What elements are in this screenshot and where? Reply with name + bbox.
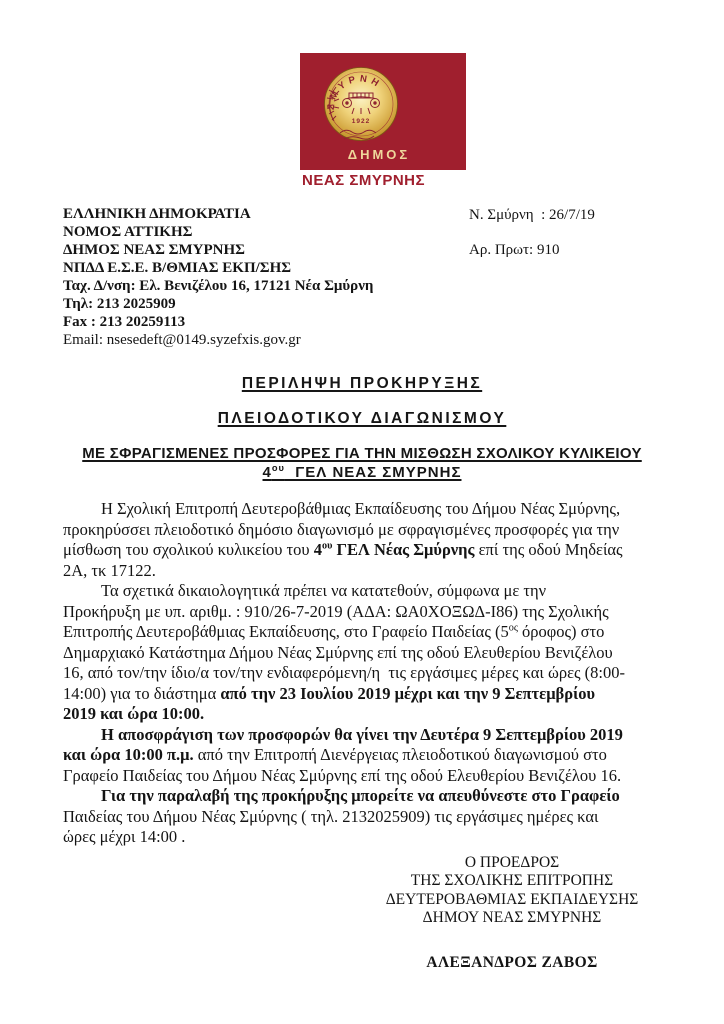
emblem-arc-text: ΣΜΥΡΝΗ [325, 73, 384, 111]
text-segment: ος [508, 622, 518, 634]
demos-label: ΔΗΜΟΣ [347, 147, 411, 162]
text-segment: Η αποσφράγιση των προσφορών θα γίνει την Δευτέρα 9 Σεπτεμβρίου 2019 [101, 724, 623, 744]
text-segment: ΓΕΛ Νέας Σμύρνης [332, 540, 475, 559]
text-segment: Για την παραλαβή της προκήρυξης μπορείτε να απευθύνεστε στο Γραφείο [101, 786, 620, 805]
emblem-year: 1922 [351, 118, 371, 125]
text-segment: ΓΕΛ ΝΕΑΣ ΣΜΥΡΝΗΣ [284, 464, 462, 481]
text-segment: και ώρα 10:00 π.μ. [63, 745, 194, 764]
signature-title-line: Ο ΠΡΟΕΔΡΟΣ [464, 853, 560, 871]
signatory-name: ΑΛΕΞΑΝΔΡΟΣ ΖΑΒΟΣ [426, 953, 598, 971]
municipality-name: ΝΕΑΣ ΣΜΥΡΝΗΣ [301, 172, 425, 189]
text-segment: επί της οδού Μηδείας [474, 540, 623, 559]
body-paragraph-3 [63, 725, 666, 787]
municipality-logo [300, 53, 466, 170]
text-segment: προκηρύσσει πλειοδοτικό δημόσιο διαγωνισμό με σφραγισμένες προσφορές για την [63, 519, 620, 539]
text-segment: Γραφείο Παιδείας του Δήμου Νέας Σμύρνης επί της οδού Ελευθερίου Βενιζέλου 16. [63, 765, 622, 785]
sender-details [63, 205, 469, 349]
text-segment: από την 23 Ιουλίου 2019 μέχρι και την 9 Σεπτεμβρίου [220, 683, 596, 703]
sender-detail-line: ΝΠΔΔ Ε.Σ.Ε. Β/ΘΜΙΑΣ ΕΚΠ/ΣΗΣ [63, 260, 292, 276]
text-segment: 4 [262, 464, 272, 481]
text-segment: Επιτροπής Δευτεροβάθμιας Εκπαίδευσης, στο Γραφείο Παιδείας (5 [63, 622, 509, 641]
letterhead-right [469, 205, 664, 349]
notice-title-line-2 [0, 410, 724, 428]
text-segment: Η Σχολική Επιτροπή Δευτεροβάθμιας Εκπαίδευσης του Δήμου Νέας Σμύρνης, [101, 499, 621, 518]
body-paragraph-2 [63, 581, 666, 725]
signature-title-line: ΔΗΜΟΥ ΝΕΑΣ ΣΜΥΡΝΗΣ [422, 909, 602, 926]
signature-block [347, 854, 677, 973]
text-segment: μίσθωση του σχολικού κυλικείου του [63, 540, 314, 559]
place-date-line: Ν. Σμύρνη : 26/7/19 [469, 207, 595, 223]
sender-detail-line: Fax : 213 20259113 [63, 314, 186, 330]
text-segment: ου [321, 540, 333, 552]
text-segment: ώρες μέχρι 14:00 . [63, 827, 186, 846]
sender-detail-line: Ταχ. Δ/νση: Ελ. Βενιζέλου 16, 17121 Νέα Σμύρνη [63, 278, 374, 294]
text-segment: 2019 και ώρα 10:00. [63, 704, 205, 723]
text-segment: ΠΕΡΙΛΗΨΗ ΠΡΟΚΗΡΥΞΗΣ [241, 375, 483, 392]
text-segment: ου [271, 463, 285, 473]
protocol-number-line: Αρ. Πρωτ: 910 [469, 242, 560, 258]
sender-detail-line: Email: nsesedeft@0149.syzefxis.gov.gr [63, 332, 301, 348]
sender-detail-line: ΔΗΜΟΣ ΝΕΑΣ ΣΜΥΡΝΗΣ [63, 242, 245, 258]
signature-title-line: ΔΕΥΤΕΡΟΒΑΘΜΙΑΣ ΕΚΠΑΙΔΕΥΣΗΣ [385, 890, 639, 908]
text-segment: 2Α, τκ 17122. [63, 560, 156, 580]
notice-titles [0, 349, 724, 481]
text-segment: από την Επιτροπή Διενέργειας πλειοδοτικού διαγωνισμού στο [193, 745, 607, 764]
text-segment: Προκήρυξη με υπ. αριθμ. : 910/26-7-2019 (ΑΔΑ: ΩΑ0ΧΟΞΩΔ-Ι86) της Σχολικής [63, 601, 609, 621]
text-segment: 4 [313, 540, 322, 559]
body-paragraph-4 [63, 786, 666, 848]
text-segment: Δημαρχιακό Κατάστημα Δήμου Νέας Σμύρνης επί της οδού Ελευθερίου Βενιζέλου [63, 642, 613, 662]
text-segment: ΠΛΕΙΟΔΟΤΙΚΟΥ ΔΙΑΓΩΝΙΣΜΟΥ [217, 410, 507, 427]
sender-detail-line: ΕΛΛΗΝΙΚΗ ΔΗΜΟΚΡΑΤΙΑ [63, 206, 251, 222]
body-paragraph-1 [63, 499, 666, 581]
document-body [0, 481, 724, 848]
text-segment: Τα σχετικά δικαιολογητικά πρέπει να κατατεθούν, σύμφωνα με την [101, 581, 547, 600]
municipality-emblem-icon [300, 53, 466, 170]
notice-title-line-3 [0, 445, 724, 462]
notice-title-line-4 [0, 464, 724, 481]
signature-title-line: ΤΗΣ ΣΧΟΛΙΚΗΣ ΕΠΙΤΡΟΠΗΣ [410, 872, 614, 889]
text-segment: 14:00) για το διάστημα [63, 683, 221, 703]
text-segment: ΜΕ ΣΦΡΑΓΙΣΜΕΝΕΣ ΠΡΟΣΦΟΡΕΣ ΓΙΑ ΤΗΝ ΜΙΣΘΩΣΗ ΣΧΟΛΙΚΟΥ ΚΥΛΙΚΕΙΟΥ [82, 445, 642, 462]
text-segment: 16, από τον/την ίδιο/α τον/την ενδιαφερόμενη/η τις εργάσιμες μέρες και ώρες (8:00- [63, 663, 625, 682]
text-segment: Παιδείας του Δήμου Νέας Σμύρνης ( τηλ. 2132025909) τις εργάσιμες ημέρες και [63, 806, 599, 826]
sender-detail-line: ΝΟΜΟΣ ΑΤΤΙΚΗΣ [63, 224, 193, 240]
text-segment: όροφος) στο [517, 622, 605, 641]
sender-detail-line: Τηλ: 213 2025909 [63, 296, 176, 312]
signature-titles [347, 854, 677, 928]
notice-title-line-1 [0, 375, 724, 393]
